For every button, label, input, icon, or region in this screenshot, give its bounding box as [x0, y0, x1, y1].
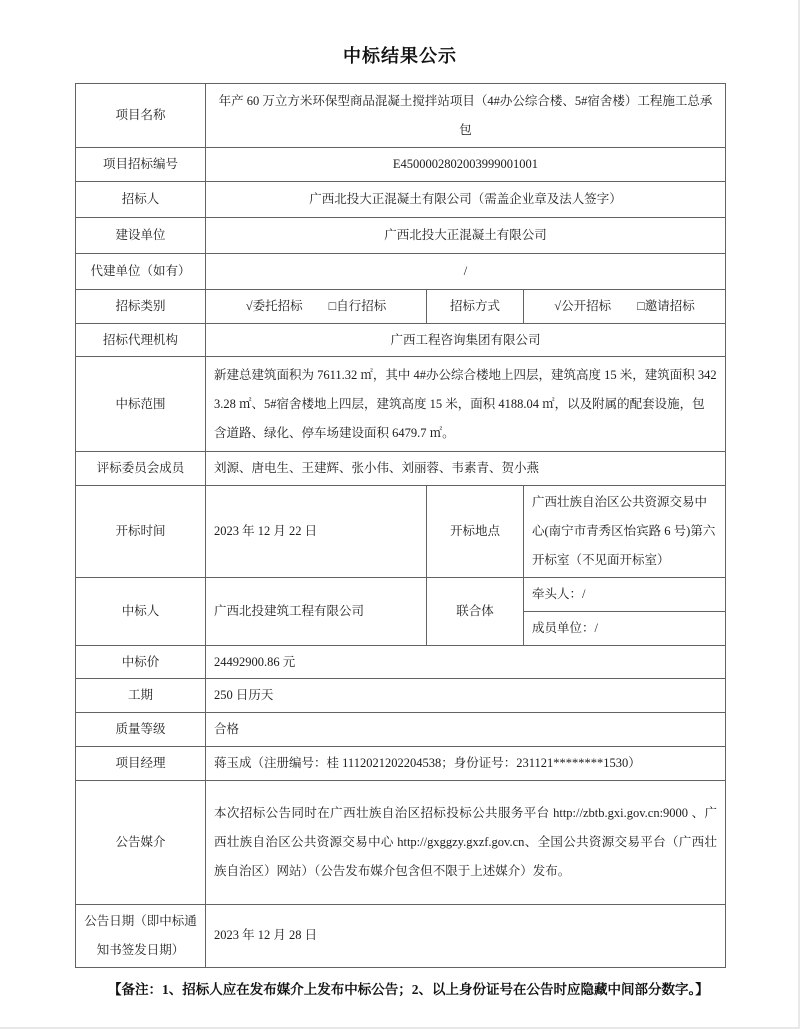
quality-label: 质量等级: [76, 713, 206, 747]
row-quality: [76, 713, 726, 747]
tenderer-value: 广西北投大正混凝土有限公司（需盖企业章及法人签字）: [206, 181, 726, 217]
page-title: 中标结果公示: [343, 46, 457, 66]
open-time-label: 开标时间: [76, 486, 206, 578]
construction-unit-label: 建设单位: [76, 217, 206, 253]
row-winner: [76, 578, 726, 612]
announce-date-label: 公告日期（即中标通知书签发日期）: [76, 905, 206, 968]
bid-method-unchecked-option: □邀请招标: [637, 298, 695, 313]
row-bid-opening: [76, 486, 726, 578]
row-duration: [76, 679, 726, 713]
row-bid-number: [76, 148, 726, 182]
consortium-member: 成员单位：/: [524, 611, 726, 645]
consortium-leader: 牵头人：/: [524, 578, 726, 612]
tenderer-label: 招标人: [76, 181, 206, 217]
bid-category-checked-option: √委托招标: [245, 298, 303, 313]
bid-method-checked-option: √公开招标: [554, 298, 612, 313]
agent-unit-value: /: [206, 253, 726, 289]
row-committee: [76, 452, 726, 486]
agent-unit-label: 代建单位（如有）: [76, 253, 206, 289]
bid-method-label: 招标方式: [427, 289, 524, 323]
bid-number-label: 项目招标编号: [76, 148, 206, 182]
row-tenderer: [76, 181, 726, 217]
announce-date-value: 2023 年 12 月 28 日: [206, 905, 726, 968]
remark-note: 【备注：1、招标人应在发布媒介上发布中标公告；2、以上身份证号在公告时应隐藏中间部分数字。】: [108, 981, 709, 997]
committee-label: 评标委员会成员: [76, 452, 206, 486]
row-price: [76, 645, 726, 679]
open-place-value: 广西壮族自治区公共资源交易中心(南宁市青秀区怡宾路 6 号)第六开标室（不见面开标室）: [524, 486, 726, 578]
agency-label: 招标代理机构: [76, 323, 206, 357]
bid-number-value: E4500002802003999001001: [206, 148, 726, 182]
bid-result-table: [75, 83, 726, 968]
open-place-label: 开标地点: [427, 486, 524, 578]
row-manager: [76, 747, 726, 781]
project-name-value: 年产 60 万立方米环保型商品混凝土搅拌站项目（4#办公综合楼、5#宿舍楼）工程施工总承包: [206, 84, 726, 148]
row-scope: [76, 357, 726, 452]
manager-label: 项目经理: [76, 747, 206, 781]
project-name-label: 项目名称: [76, 84, 206, 148]
bid-category-unchecked-option: □自行招标: [328, 298, 387, 313]
price-label: 中标价: [76, 645, 206, 679]
manager-value: 蒋玉成（注册编号：桂 1112021202204538；身份证号：231121********1530）: [206, 747, 726, 781]
bid-category-label: 招标类别: [76, 289, 206, 323]
duration-value: 250 日历天: [206, 679, 726, 713]
row-project-name: [76, 84, 726, 148]
winner-value: 广西北投建筑工程有限公司: [206, 578, 427, 646]
agency-value: 广西工程咨询集团有限公司: [206, 323, 726, 357]
row-media: [76, 781, 726, 905]
bid-category-options: [206, 289, 427, 323]
row-announce-date: [76, 905, 726, 968]
committee-value: 刘源、唐电生、王建辉、张小伟、刘丽蓉、韦素青、贺小燕: [206, 452, 726, 486]
scope-value: 新建总建筑面积为 7611.32 ㎡，其中 4#办公综合楼地上四层，建筑高度 15 米，建筑面积 3423.28 ㎡、5#宿舍楼地上四层，建筑高度 15 米，面积 4188.04 ㎡，以及附属的配套设施，包含道路、绿化、停车场建设面积 6479.7 ㎡。: [206, 357, 726, 452]
consortium-label: 联合体: [427, 578, 524, 646]
bid-method-options: [524, 289, 726, 323]
scope-label: 中标范围: [76, 357, 206, 452]
construction-unit-value: 广西北投大正混凝土有限公司: [206, 217, 726, 253]
row-bid-category: [76, 289, 726, 323]
open-time-value: 2023 年 12 月 22 日: [206, 486, 427, 578]
media-label: 公告媒介: [76, 781, 206, 905]
quality-value: 合格: [206, 713, 726, 747]
media-value: 本次招标公告同时在广西壮族自治区招标投标公共服务平台 http://zbtb.gxi.gov.cn:9000 、广西壮族自治区公共资源交易中心 http://gxggzy.gxzf.gov.cn、全国公共资源交易平台（广西壮族自治区）网站）（公告发布媒介包含但不限于上述媒介）发布。: [206, 781, 726, 905]
row-construction-unit: [76, 217, 726, 253]
price-value: 24492900.86 元: [206, 645, 726, 679]
row-agent-unit: [76, 253, 726, 289]
winner-label: 中标人: [76, 578, 206, 646]
row-agency: [76, 323, 726, 357]
duration-label: 工期: [76, 679, 206, 713]
